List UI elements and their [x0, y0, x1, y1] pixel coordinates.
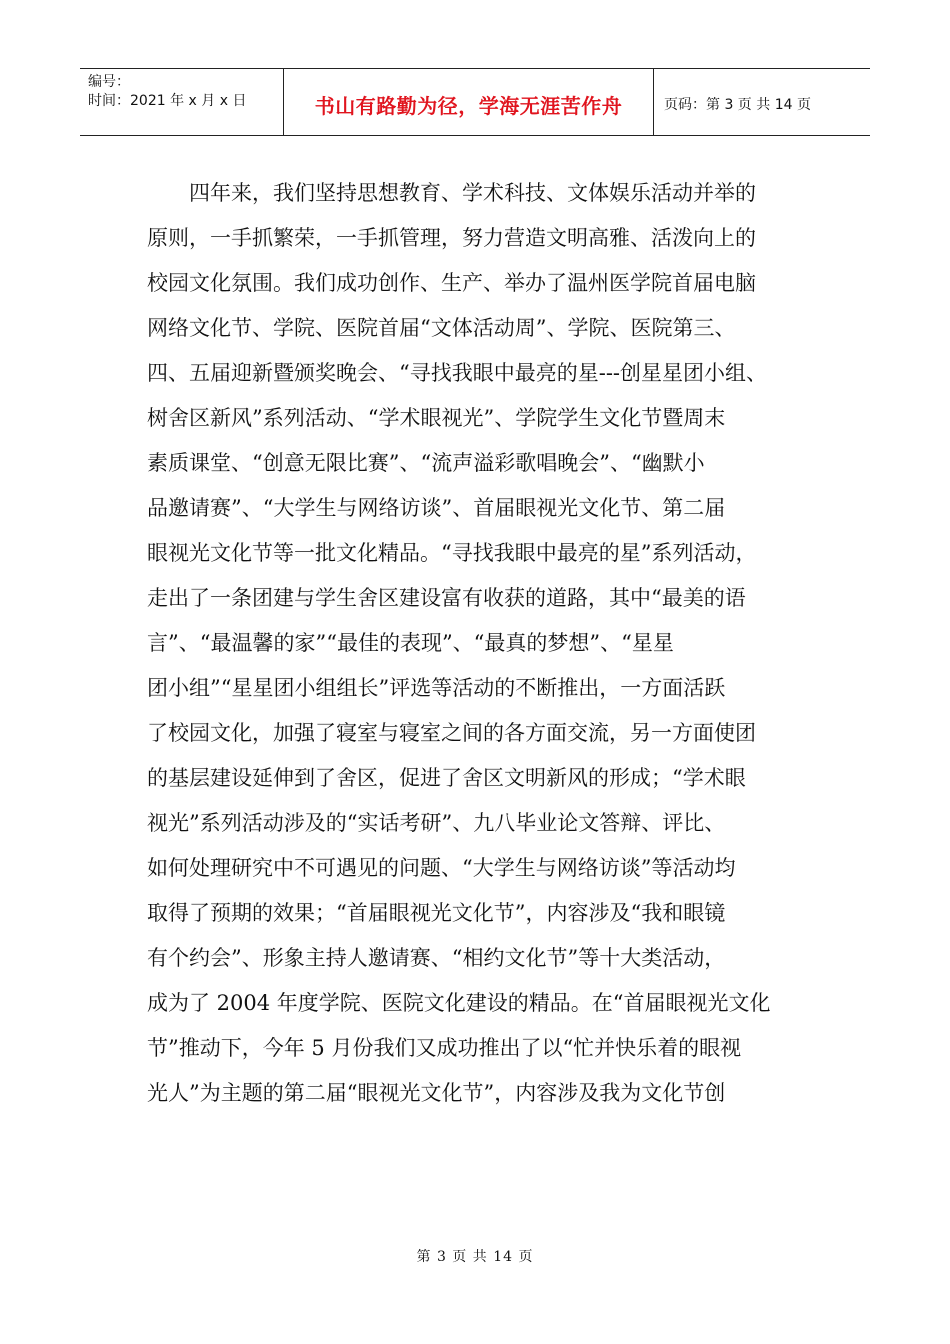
- serial-number-label: 编号：: [88, 74, 130, 90]
- paragraph-line: 视光”系列活动涉及的“实话考研”、九八毕业论文答辩、评比、: [147, 811, 726, 835]
- body-paragraph: [147, 171, 819, 1116]
- paragraph-line: 了校园文化，加强了寝室与寝室之间的各方面交流，另一方面使团: [147, 721, 756, 745]
- paragraph-line: 有个约会”、形象主持人邀请赛、“相约文化节”等十大类活动，: [147, 946, 726, 970]
- paragraph-line: 原则，一手抓繁荣，一手抓管理，努力营造文明高雅、活泼向上的: [147, 226, 756, 250]
- paragraph-line: 节”推动下，今年 5 月份我们又成功推出了以“忙并快乐着的眼视: [147, 1036, 742, 1060]
- paragraph-line: 如何处理研究中不可遇见的问题、“大学生与网络访谈”等活动均: [147, 856, 736, 880]
- paragraph-line: 网络文化节、学院、医院首届“文体活动周”、学院、医院第三、: [147, 316, 736, 340]
- paragraph-line: 四年来，我们坚持思想教育、学术科技、文体娱乐活动并举的: [147, 181, 756, 205]
- header-page-info: 页码：第 3 页 共 14 页: [664, 97, 811, 113]
- paragraph-line: 四、五届迎新暨颁奖晚会、“寻找我眼中最亮的星---创星星团小组、: [147, 361, 768, 385]
- footer-page-number: 第 3 页 共 14 页: [416, 1249, 534, 1265]
- paragraph-line: 眼视光文化节等一批文化精品。“寻找我眼中最亮的星”系列活动，: [147, 541, 757, 565]
- motto-text: 书山有路勤为径，学海无涯苦作舟: [314, 93, 623, 118]
- paragraph-line: 素质课堂、“创意无限比赛”、“流声溢彩歌唱晚会”、“幽默小: [147, 451, 705, 475]
- paragraph-line: 的基层建设延伸到了舍区，促进了舍区文明新风的形成；“学术眼: [147, 766, 746, 790]
- date-label: 时间：2021 年 x 月 x 日: [88, 93, 247, 109]
- paragraph-line: 树舍区新风”系列活动、“学术眼视光”、学院学生文化节暨周末: [147, 406, 726, 430]
- header-meta-cell: [80, 69, 284, 135]
- header-page-cell: [654, 69, 870, 135]
- page-footer: [0, 1246, 950, 1266]
- paragraph-line: 品邀请赛”、“大学生与网络访谈”、首届眼视光文化节、第二届: [147, 496, 726, 520]
- document-header: [80, 68, 870, 136]
- paragraph-line: 光人”为主题的第二届“眼视光文化节”，内容涉及我为文化节创: [147, 1081, 726, 1105]
- header-motto-cell: [284, 69, 654, 135]
- paragraph-line: 取得了预期的效果；“首届眼视光文化节”，内容涉及“我和眼镜: [147, 901, 726, 925]
- paragraph-line: 走出了一条团建与学生舍区建设富有收获的道路，其中“最美的语: [147, 586, 746, 610]
- paragraph-line: 校园文化氛围。我们成功创作、生产、举办了温州医学院首届电脑: [147, 271, 756, 295]
- paragraph-line: 团小组”“星星团小组组长”评选等活动的不断推出，一方面活跃: [147, 676, 726, 700]
- paragraph-line: 成为了 2004 年度学院、医院文化建设的精品。在“首届眼视光文化: [147, 991, 771, 1015]
- paragraph-line: 言”、“最温馨的家”“最佳的表现”、“最真的梦想”、“星星: [147, 631, 674, 655]
